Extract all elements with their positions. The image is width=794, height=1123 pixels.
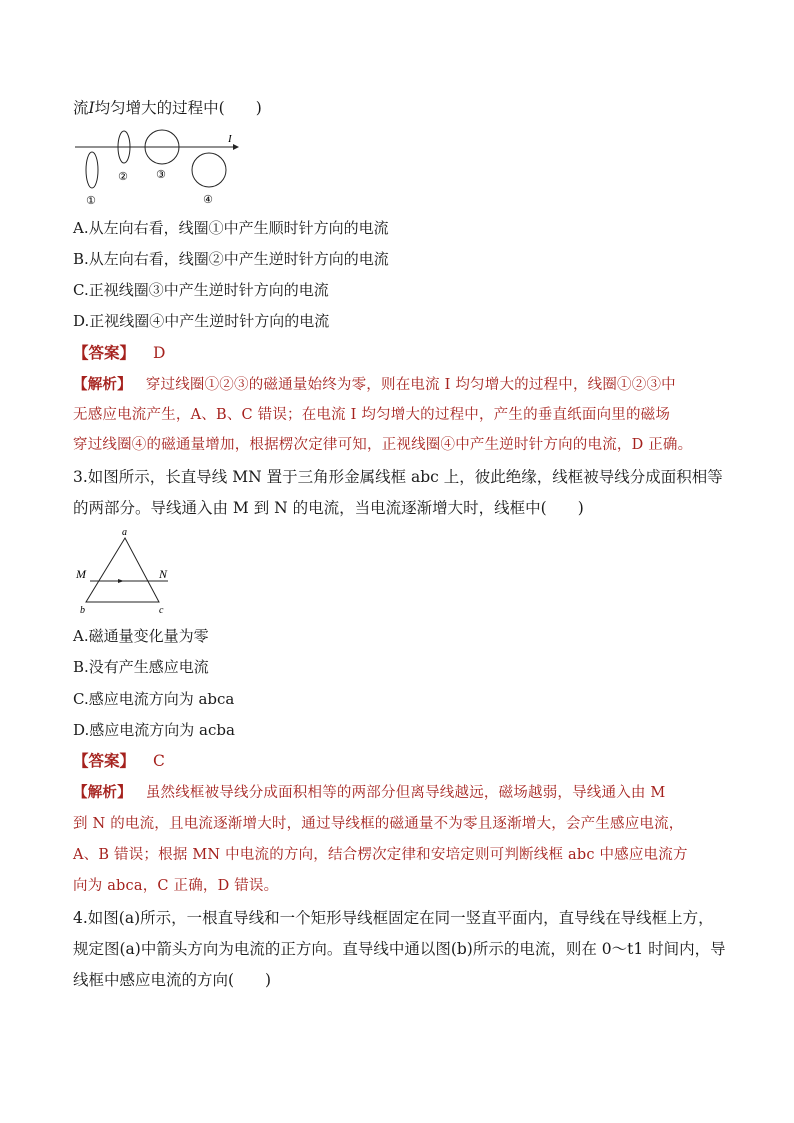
q2-option-c: C.正视线圈③中产生逆时针方向的电流 (73, 281, 329, 299)
q3-option-c: C.感应电流方向为 abca (73, 690, 235, 708)
q2-stem-post: 均匀增大的过程中( ) (94, 99, 262, 117)
q3-option-d: D.感应电流方向为 acba (73, 721, 235, 739)
triangle-abc (86, 538, 159, 602)
q4-stem-line-1: 4.如图(a)所示，一根直导线和一个矩形导线框固定在同一竖直平面内，直导线在导线框上方， (73, 909, 714, 927)
current-arrow-icon (233, 144, 239, 150)
q3-option-a: A.磁通量变化量为零 (73, 627, 209, 645)
q3-explain-tag: 【解析】 (73, 784, 132, 801)
q3-answer-row (73, 751, 165, 771)
q2-answer-tag: 【答案】 (73, 343, 136, 362)
coil-4-label: ④ (203, 193, 213, 206)
coil-4 (192, 153, 226, 187)
vertex-b-label: b (80, 605, 85, 616)
q2-option-b: B.从左向右看，线圈②中产生逆时针方向的电流 (73, 250, 389, 268)
coil-1-label: ① (86, 194, 96, 207)
q3-explain-text-1: 虽然线框被导线分成面积相等的两部分但离导线越远，磁场越弱，导线通入由 M (145, 785, 666, 801)
point-m-label: M (76, 567, 86, 581)
q2-answer-row (73, 343, 165, 363)
q2-option-d: D.正视线圈④中产生逆时针方向的电流 (73, 312, 330, 330)
point-n-label: N (159, 567, 168, 581)
q3-stem-line-2: 的两部分。导线通入由 M 到 N 的电流，当电流逐渐增大时，线框中( ) (73, 499, 584, 517)
q3-answer-value: C (153, 752, 165, 770)
q2-stem (73, 98, 262, 118)
q2-coils-figure (70, 126, 250, 208)
q2-explain-line-1 (73, 375, 676, 395)
wire-mn-arrow-icon (118, 579, 124, 583)
coil-3-label: ③ (156, 168, 166, 181)
current-label: I (228, 133, 232, 145)
q3-explain-line-1 (73, 783, 665, 803)
vertex-a-label: a (122, 527, 127, 538)
coil-2-label: ② (118, 170, 128, 183)
q3-explain-line-4: 向为 abca，C 正确，D 错误。 (73, 878, 279, 894)
q4-stem-line-2: 规定图(a)中箭头方向为电流的正方向。直导线中通以图(b)所示的电流，则在 0～t1 时间内，导 (73, 940, 726, 958)
q3-explain-line-3: A、B 错误；根据 MN 中电流的方向，结合楞次定律和安培定则可判断线框 abc 中感应电流方 (73, 847, 688, 863)
coil-1 (86, 152, 98, 188)
q4-stem-line-3: 线框中感应电流的方向( ) (73, 971, 272, 989)
q3-triangle-figure (72, 526, 182, 616)
q2-explain-line-3: 穿过线圈④的磁通量增加，根据楞次定律可知，正视线圈④中产生逆时针方向的电流，D 正确。 (73, 437, 693, 453)
q2-explain-line-2: 无感应电流产生，A、B、C 错误；在电流 I 均匀增大的过程中，产生的垂直纸面向里的磁场 (73, 407, 671, 423)
q2-option-a: A.从左向右看，线圈①中产生顺时针方向的电流 (73, 219, 389, 237)
q2-explain-text-1: 穿过线圈①②③的磁通量始终为零，则在电流 I 均匀增大的过程中，线圈①②③中 (145, 377, 676, 393)
q2-explain-tag: 【解析】 (73, 376, 132, 393)
q2-stem-var: I (88, 99, 95, 117)
q3-option-b: B.没有产生感应电流 (73, 658, 209, 676)
vertex-c-label: c (159, 605, 164, 616)
q3-stem-line-1: 3.如图所示，长直导线 MN 置于三角形金属线框 abc 上，彼此绝缘，线框被导线分成面积相等 (73, 468, 723, 486)
q3-answer-tag: 【答案】 (73, 751, 136, 770)
q3-explain-line-2: 到 N 的电流，且电流逐渐增大时，通过导线框的磁通量不为零且逐渐增大，会产生感应电流， (73, 816, 684, 832)
q2-answer-value: D (153, 344, 166, 362)
q2-stem-pre: 流 (73, 99, 89, 117)
